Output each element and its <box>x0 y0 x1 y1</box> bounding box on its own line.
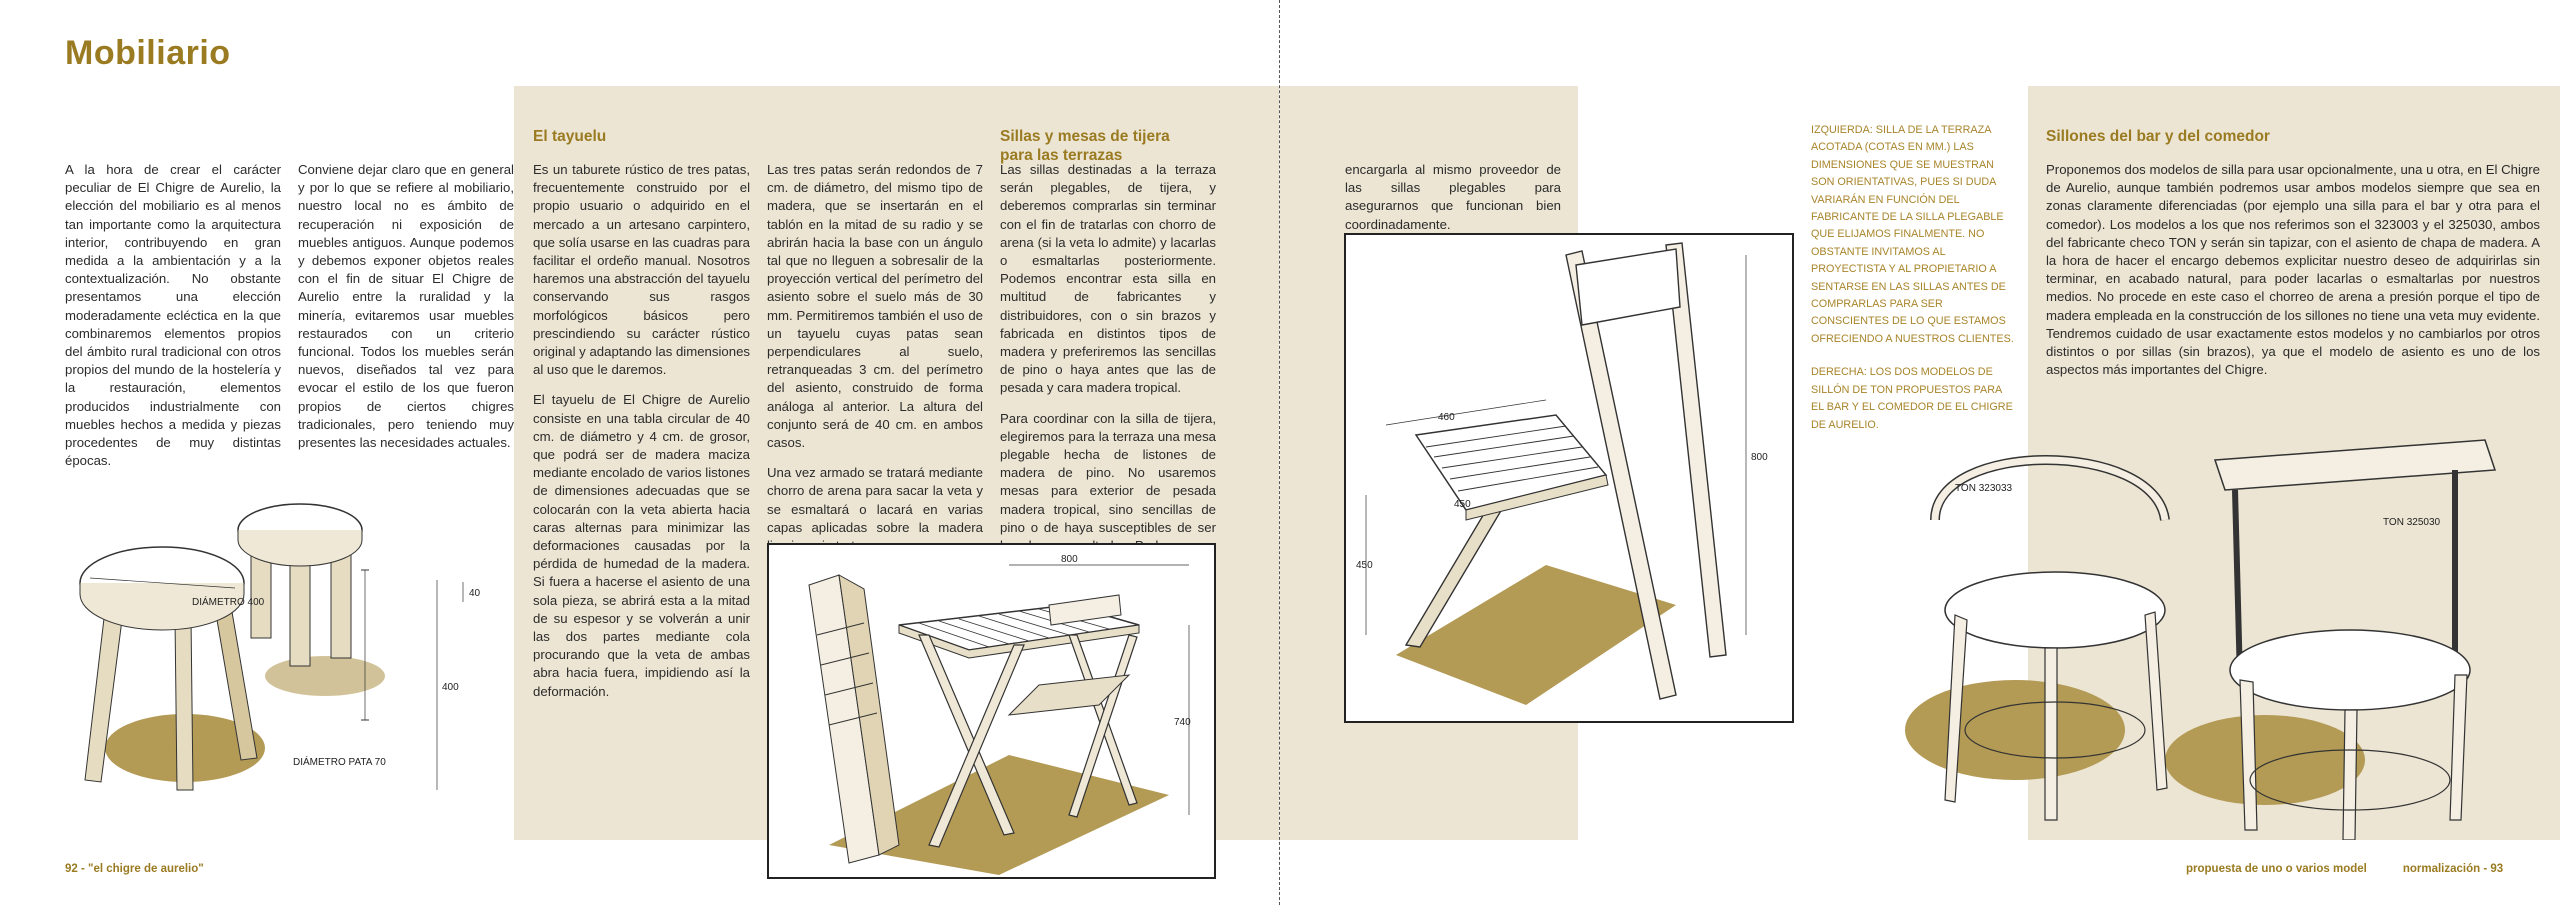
table-figure <box>767 543 1216 879</box>
stool-label-top: 40 <box>469 588 481 599</box>
stool-illustration <box>65 490 505 800</box>
tayuelu-heading: El tayuelu <box>533 128 607 145</box>
tayuelu-paragraph-3: Las tres patas serán redondos de 7 cm. de diámetro, del mismo tipo de madera, que se insertarán en el tablón en la mitad de su radio y se abrirán hacia la base con un ángulo tal que no lleguen a sobresalir de la proyección vertical del perímetro del asiento sobre el suelo más de 30 mm. Permitiremos también el uso de un tayuelu cuyas patas sean perpendiculares al suelo, retranqueadas 3 cm. del perímetro del asiento, construido de forma análoga al anterior. La altura del conjunto será de 40 cm. en ambos casos. <box>767 162 983 451</box>
sillones-paragraph: Proponemos dos modelos de silla para usar opcionalmente, una u otra, en El Chigre de Aurelio, aunque también podremos usar ambos modelos siempre que sea en zonas claramente diferenciadas (por ejemplo una silla para el bar y otra para el comedor). Los modelos a los que nos referimos son el 323003 y el 325030, ambos del fabricante checo TON y serán sin tapizar, con el asiento de chapa de madera. A la hora de hacer el encargo debemos explicitar nuestro deseo de adquirirlas sin terminar, en acabado natural, para poder lacarlas o esmaltarlas por nuestros medios. No procede en este caso el chorreo de arena a presión porque el tipo de madera empleada en la construcción de los sillones no tiene una veta muy evidente. Tendremos cuidado de usar exactamente estos modelos y no cambiarlos por otros distintos o por sillas (sin brazos), ya que el modelo de asiento es uno de los aspectos más importantes del Chigre. <box>2046 162 2540 378</box>
chair-label-seat: 450 <box>1356 560 1373 571</box>
stool-label-height: 400 <box>442 682 459 693</box>
ton-label-1: TON 323033 <box>1955 483 2013 494</box>
table-illustration <box>769 545 1214 877</box>
stool-label-leg: DIÁMETRO PATA 70 <box>293 757 386 768</box>
caption-left-chair: IZQUIERDA: SILLA DE LA TERRAZA ACOTADA (COTAS EN MM.) LAS DIMENSIONES QUE SE MUESTRAN SON ORIENTATIVAS, PUES SI DUDA VARIARÁN EN FUNCIÓN DEL FABRICANTE DE LA SILLA PLEGABLE QUE ELIJAMOS FINALMENTE. NO OBSTANTE INVITAMOS AL PROYECTISTA Y AL PROPIETARIO A SENTARSE EN LAS SILLAS ANTES DE COMPRARLAS PARA SER CONSCIENTES DE LO QUE ESTAMOS OFRECIENDO A NUESTROS CLIENTES. <box>1811 124 2014 345</box>
chair-label-h: 800 <box>1751 452 1768 463</box>
tayuelu-paragraph-1: Es un taburete rústico de tres patas, frecuentemente construido por el propio usuario o adquirido en el mercado a un artesano carpintero, que solía usarse en las cuadras para facilitar el ordeño manual. Nosotros haremos una abstracción del tayuelu conservando sus rasgos morfológicos básicos pero prescindiendo su carácter rústico original y adaptando las dimensiones al uso que le daremos. <box>533 162 751 378</box>
intro-paragraph-2: Conviene dejar claro que en general y por lo que se refiere al mobiliario, nuestro local no es ámbito de recuperación ni exposición de muebles antiguos. Aunque podemos y debemos exponer objetos reales con el fin de situar El Chigre de Aurelio entre la ruralidad y la minería, evitaremos usar muebles restaurados con un criterio funcional. Todos los muebles serán nuevos, diseñados tal vez para evocar el estilo de los que fueron propios de ciertos chigres tradicionales, pero teniendo muy presentes las necesidades actuales. <box>298 162 514 451</box>
right-footer <box>2186 863 2503 875</box>
chair-label-w: 460 <box>1438 412 1455 423</box>
chair-figure <box>1344 233 1794 723</box>
sillas-column <box>1000 161 1216 567</box>
tayuelu-column-2 <box>767 161 983 567</box>
tayuelu-paragraph-4: Una vez armado se tratará mediante chorro de arena para sacar la veta y se esmaltará o lacará en varias capas aplicadas sobre la madera <box>767 465 983 535</box>
sillas-paragraph-1: Las sillas destinadas a la terraza serán plegables, de tijera, y deberemos comprarlas sin terminar con el fin de tratarlas con chorro de arena (si la veta lo admite) y lacarlas o esmaltarlas posteriormente. Podemos encontrar esta silla en multitud de fabricantes y distribuidores, con o sin brazos y fabricada en distintos tipos de madera y preferiremos las sencillas de pino o haya antes que las de pesada y cara madera tropical. <box>1000 162 1216 396</box>
chair-label-d: 450 <box>1454 499 1471 510</box>
page-title: Mobiliario <box>65 34 231 72</box>
ton-chairs-illustration <box>1895 400 2560 840</box>
sillones-heading: Sillones del bar y del comedor <box>2046 128 2270 145</box>
table-label-height: 740 <box>1174 717 1191 728</box>
sillas-heading-line-1: Sillas y mesas de tijera <box>1000 128 1170 145</box>
page-fold-line <box>1279 0 1280 905</box>
sillas-paragraph-2: Para coordinar con la silla de tijera, elegiremos para la terraza una mesa plegable hecha de listones de madera de pino. No usaremos mesas para exterior de pesada madera tropical, sino sencillas de pino o de haya susceptibles de ser <box>1000 410 1216 535</box>
right-footer-text-a: propuesta de uno o varios model <box>2186 863 2367 875</box>
left-footer: 92 - "el chigre de aurelio" <box>65 863 204 875</box>
intro-column-2 <box>298 161 514 464</box>
tayuelu-paragraph-2: El tayuelu de El Chigre de Aurelio consiste en una tabla circular de 40 cm. de diámetro y 4 cm. de grosor, que podrá ser de madera maciza mediante encolado de varios listones de dimensiones adecuadas que se colocarán con la veta abierta hacia caras alternas para minimizar las deformaciones causadas por la pérdida de humedad de la madera. Si fuera a hacerse el asiento de una sola pieza, se abrirá esta a la mitad de su espesor y se volverán a unir las dos partes mediante cola procurando que la veta de ambas abra hacia fuera, impidiendo así la deformación. <box>533 392 750 699</box>
chair-illustration <box>1346 235 1792 721</box>
tayuelu-column-1 <box>533 161 750 713</box>
right-footer-text-b: normalización - 93 <box>2402 863 2504 875</box>
intro-paragraph-1: A la hora de crear el carácter peculiar de El Chigre de Aurelio, la elección del mobiliario es al menos tan importante como la arquitectura interior, contribuyendo en gran medida a la ambientación y a la contextualización. No obstante presentamos una elección moderadamente ecléctica en la que combinaremos elementos propios del ámbito rural tradicional con otros propios del mundo de la hostelería y la restauración, elementos producidos industrialmente con muebles hechos a medida y piezas procedentes de muy distintas épocas. <box>65 162 281 469</box>
continuation-paragraph: encargarla al mismo proveedor de las sillas plegables para asegurarnos que funcionan bien coordinadamente. <box>1345 162 1561 232</box>
sillas-heading <box>1000 127 1220 165</box>
sillas-heading-line-2: para las terrazas <box>1000 147 1123 164</box>
intro-column-1 <box>65 161 281 482</box>
table-label-width: 800 <box>1061 554 1078 565</box>
ton-label-2: TON 325030 <box>2383 517 2441 528</box>
caption-ton-chairs: DERECHA: LOS DOS MODELOS DE SILLÓN DE TON PROPUESTOS PARA EL BAR Y EL COMEDOR DE EL CHIGRE DE AURELIO. <box>1811 366 2013 431</box>
stool-label-diameter: DIÁMETRO 400 <box>192 597 265 608</box>
sillones-column <box>2046 161 2540 391</box>
